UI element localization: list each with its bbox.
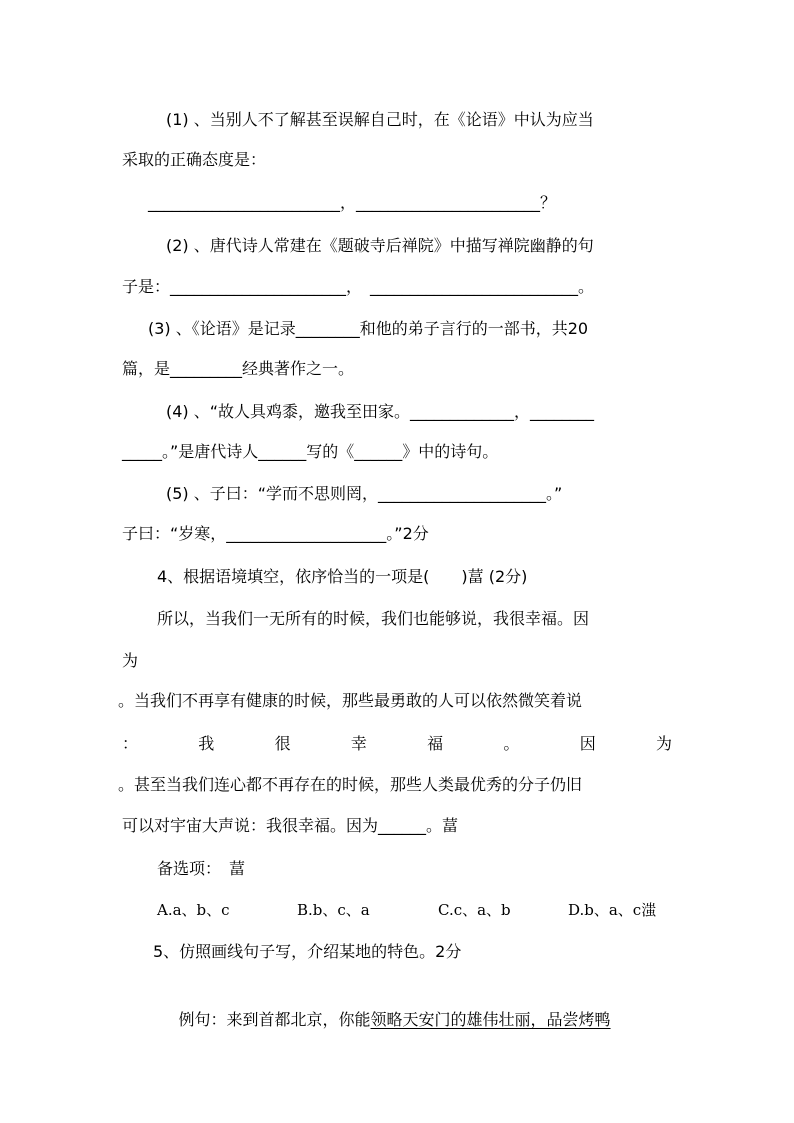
- q1-blanks: ________________________，_______________________？: [148, 193, 557, 212]
- option-b: B.b、c、a: [297, 901, 370, 919]
- section4-para2: 为: [122, 651, 139, 670]
- example-underlined: 领略天安门的雄伟壮丽，品尝烤鸭: [370, 1010, 611, 1029]
- section4-para5: 。甚至当我们连心都不再存在的时候，那些人类最优秀的分子仍旧: [118, 775, 583, 794]
- section4-para3: 。当我们不再享有健康的时候，那些最勇敢的人可以依然微笑着说: [118, 691, 583, 710]
- section5-title: 5、仿照画线句子写，介绍某地的特色。2分: [153, 942, 462, 961]
- section4-para6: 可以对宇宙大声说：我很幸福。因为______。葍: [122, 816, 459, 835]
- section4-para4: ： 我 很 幸 福 。 因 为: [122, 734, 672, 753]
- q1-line2: 采取的正确态度是：: [122, 150, 267, 169]
- example-prefix: 例句：来到首都北京，你能: [178, 1010, 371, 1029]
- q2-line2: 子是：______________________， __________________________。: [122, 277, 595, 296]
- q4-line1: (4) 、“故人具鸡黍，邀我至田家。_____________，________: [166, 402, 595, 421]
- q2-line1: (2) 、唐代诗人常建在《题破寺后禅院》中描写禅院幽静的句: [166, 236, 594, 255]
- section4-title: 4、根据语境填空，依序恰当的一项是( )葍 (2分): [157, 567, 528, 586]
- section4-para1: 所以，当我们一无所有的时候，我们也能够说，我很幸福。因: [157, 609, 590, 628]
- section5-example: [0, 981, 794, 1029]
- q5-line1: (5) 、子曰：“学而不思则罔，_____________________。”: [166, 484, 563, 503]
- option-a: A.a、b、c: [157, 901, 230, 919]
- options-row: [157, 897, 677, 923]
- option-c: C.c、a、b: [438, 901, 511, 919]
- q3-line2: 篇，是_________经典著作之一。: [122, 359, 355, 378]
- q4-line2: _____。”是唐代诗人______写的《______》中的诗句。: [122, 442, 499, 461]
- q3-line1: (3) 、《论语》是记录________和他的弟子言行的一部书，共20: [148, 319, 589, 338]
- options-label: 备选项： 葍: [157, 859, 246, 878]
- option-d: D.b、a、c滍: [568, 901, 657, 919]
- q1-line1: (1) 、当别人不了解甚至误解自己时，在《论语》中认为应当: [166, 110, 594, 129]
- q5-line2: 子曰：“岁寒，____________________。”2分: [122, 524, 429, 543]
